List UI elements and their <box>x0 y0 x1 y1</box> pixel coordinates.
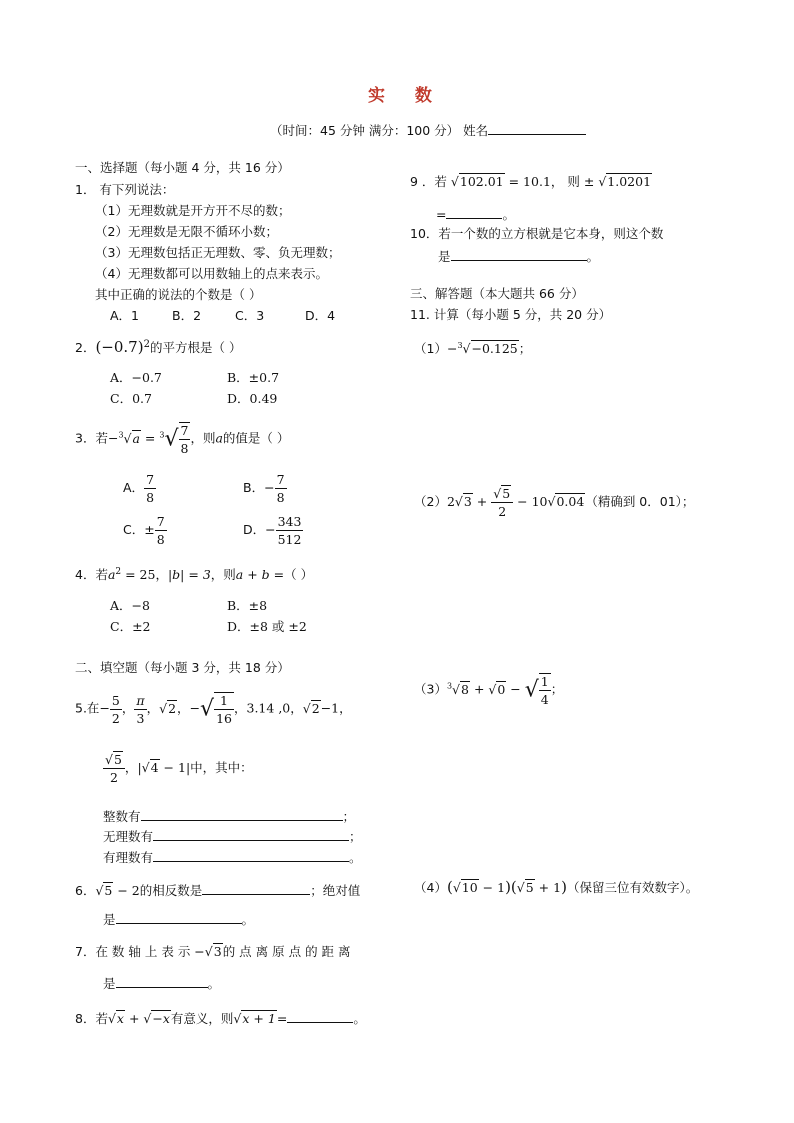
q3-b-top: 7 <box>276 472 285 487</box>
q3-root-index: 3 <box>118 430 124 440</box>
p2-minus: − 10 <box>513 494 548 509</box>
q4-number: 4．若 <box>75 567 108 583</box>
section3-heading: 三、解答题（本大题共 66 分） <box>410 286 584 301</box>
q3-option-c-frac <box>155 514 167 547</box>
q2-option-b: B．±0.7 <box>227 370 280 385</box>
p2-note: （精确到 0．01）； <box>585 494 695 509</box>
q3-option-c <box>123 514 167 547</box>
q3-c-top: 7 <box>156 514 165 529</box>
q4-option-a: A．−8 <box>110 598 150 613</box>
q6-minus2: − 2 <box>113 883 140 898</box>
q3-a-top: 7 <box>146 472 155 487</box>
p3-minus: − <box>506 681 525 697</box>
q8-rad3: x + 1 <box>242 1011 276 1026</box>
q5-abs-minus: − 1 <box>159 760 186 775</box>
q4-option-b: B．±8 <box>227 598 268 613</box>
p3-rad1: 8 <box>461 681 469 697</box>
q3-option-d-label: D．− <box>243 522 276 537</box>
q7-rad: 3 <box>213 944 222 959</box>
q3-option-a <box>123 472 156 505</box>
q7-blank[interactable] <box>116 975 208 988</box>
q8-rad2: −x <box>152 1011 170 1026</box>
q7-text1: 7．在 数 轴 上 表 示 − <box>75 944 205 959</box>
q6-line2 <box>103 911 254 927</box>
q3-stem: 3．若−$^3$√a = $^3$√ $\frac{7}{8}$ ，则a的值是（ ） <box>75 423 290 456</box>
p2-frac-rad: 5 <box>502 486 511 501</box>
q11-part3 <box>414 673 563 707</box>
q9-text2: 则 ± <box>567 174 595 189</box>
p3-frac <box>539 673 551 707</box>
q2-sup: 2 <box>143 339 150 350</box>
q1-ask: 其中正确的说法的个数是（ ） <box>95 287 262 302</box>
q4-stem <box>75 568 313 582</box>
q5-minus1: −1 <box>320 700 340 716</box>
p4-note: （保留三位有效数字）。 <box>566 880 699 895</box>
p4-plus1: + 1 <box>534 880 562 895</box>
p3-index: 3 <box>446 681 453 691</box>
q3-var: a <box>215 430 223 446</box>
q5-integers-blank[interactable] <box>141 808 343 821</box>
q2-option-d: D．0.49 <box>227 391 278 406</box>
q5-line1: 5.在− $\frac{5}{2}$ ， $\frac{\pi}{3}$ ，√2，−√ $\frac{1}{16}$ ，3.14 ,0，√2−1， <box>75 692 352 726</box>
q6-text3: 是 <box>103 912 116 927</box>
q9-eq: = 10.1， <box>504 174 564 189</box>
p3-plus: + <box>469 681 489 697</box>
q5-frac1-bottom: 2 <box>111 710 120 726</box>
q4-option-d: D．±8 或 ±2 <box>227 619 307 634</box>
q9-rad1: 102.01 <box>459 174 504 189</box>
q5-line2: $\frac{√5}{2}$ ，|√4 − 1|中，其中： <box>105 752 253 785</box>
q1-item: （2）无理数是无限不循环小数； <box>95 224 278 239</box>
p2-sqrt3: √3 <box>454 494 472 509</box>
q3-cbrt-a: √a <box>123 430 140 446</box>
q3-number: 3．若 <box>75 430 108 446</box>
q3-option-b-label: B．− <box>243 480 275 495</box>
q8-plus: + <box>124 1011 144 1026</box>
q6-end: 。 <box>241 912 255 927</box>
q5-end2: ； <box>349 829 362 844</box>
q10-text2: 是 <box>438 249 451 264</box>
q2-number: 2． <box>75 340 96 356</box>
q1-option-d: D．4 <box>305 308 336 323</box>
q5-frac-1-16 <box>214 692 234 726</box>
q3-minus: − <box>107 430 119 446</box>
p4-sqrt5: √5 <box>516 880 534 895</box>
q2-expr: (−0.7) <box>95 338 144 357</box>
q5-frac-sqrt5-2 <box>103 752 125 785</box>
q6-text2: ；绝对值 <box>310 883 361 898</box>
page-title: 实 数 <box>368 86 444 106</box>
q6-number: 6． <box>75 883 96 898</box>
q5-irrational-label: 无理数有 <box>103 829 154 844</box>
q3-d-bottom: 512 <box>277 532 302 547</box>
q4-ask: ，则 <box>210 567 236 583</box>
q8-line <box>75 1010 366 1026</box>
q5-prefix: 5.在 <box>75 700 100 716</box>
q4-option-c: C．±2 <box>110 619 151 634</box>
q1-item: （4）无理数都可以用数轴上的点来表示。 <box>95 266 328 281</box>
q11-part4: （4）(√10 − 1)(√5 + 1)（保留三位有效数字）。 <box>414 878 699 896</box>
q5-integers-label: 整数有 <box>103 809 141 824</box>
p4-rad1: 10 <box>461 880 478 895</box>
q3-d-top: 343 <box>277 514 302 529</box>
p2-frac-bottom: 2 <box>498 504 507 519</box>
q5-sqrt2b-rad: 2 <box>311 700 320 716</box>
q1-option-b: B．2 <box>172 308 202 323</box>
p3-end: ； <box>550 681 564 697</box>
q4-sup: 2 <box>115 567 122 577</box>
q4-sum: a + b = <box>235 567 285 583</box>
q9-rad2: 1.0201 <box>607 174 652 189</box>
q5-irrational-row <box>103 828 362 844</box>
q5-rational-label: 有理数有 <box>103 850 154 865</box>
q7-sqrt3: √3 <box>204 944 222 959</box>
p2-frac-top: √5 <box>491 486 513 503</box>
p4-rad2: 5 <box>525 880 534 895</box>
p3-frac-bottom: 4 <box>540 692 549 707</box>
q9-eq2: = <box>436 207 447 222</box>
p3-rad2: 0 <box>497 681 506 697</box>
q3-ask: ，则 <box>190 430 216 446</box>
q1-item: （3）无理数包括正无理数、零、负无理数； <box>95 245 341 260</box>
q3-fraction <box>179 422 191 456</box>
q3-ask2: 的值是（ ） <box>222 430 290 446</box>
q5-sqrt2-minus1: √2 <box>302 700 320 716</box>
q3-fraction-bottom: 8 <box>180 441 189 456</box>
q3-fraction-top: 7 <box>180 423 189 438</box>
q5-frac-pi-3 <box>134 693 146 726</box>
p3-frac-top: 1 <box>540 674 549 689</box>
q5-sqrt2-rad: 2 <box>168 700 177 716</box>
exam-info-text: （时间：45 分钟 满分：100 分） 姓名 <box>270 123 489 138</box>
q5-abs: |√4 − 1| <box>137 760 191 775</box>
q3-radical-sign: √ <box>164 426 179 452</box>
p2-label: （2） <box>414 494 447 509</box>
p1-cbrt: √−0.125 <box>462 341 518 357</box>
q3-option-d-frac <box>276 514 304 547</box>
section1-heading: 一、选择题（每小题 4 分，共 16 分） <box>75 160 290 175</box>
q4-eq: = 25， <box>121 567 168 583</box>
q7-text2: 的 点 离 原 点 的 距 离 <box>222 944 351 959</box>
p2-rad2: 0.04 <box>556 494 585 509</box>
q8-eq: = <box>276 1011 288 1026</box>
q3-radicand: a <box>132 430 140 446</box>
p4-sqrt10: √10 <box>452 880 478 895</box>
q6-rad: 5 <box>104 883 113 898</box>
q3-a-bottom: 8 <box>146 490 155 505</box>
q7-line1 <box>75 946 351 959</box>
q9-end: 。 <box>502 207 515 222</box>
q3-option-d <box>243 514 303 547</box>
q5-rational-row <box>103 849 362 865</box>
q8-text1: 有意义，则 <box>170 1011 234 1026</box>
q5-irrational-blank[interactable] <box>153 828 349 841</box>
q2-ask: 的平方根是（ ） <box>149 340 242 356</box>
q3-option-c-label: C．± <box>123 522 155 537</box>
q5-suffix: 中，其中： <box>190 760 253 775</box>
p1-end: ； <box>518 341 532 357</box>
q6-abs-blank[interactable] <box>116 911 242 924</box>
q8-end: 。 <box>353 1011 366 1026</box>
q9-line1 <box>410 176 652 189</box>
q8-sqrt-x: √x <box>107 1011 124 1026</box>
q6-text1: 的相反数是 <box>139 883 203 898</box>
q5-end1: ； <box>342 809 356 824</box>
q5-rational-blank[interactable] <box>153 849 349 862</box>
p2-coef: 2 <box>446 494 455 509</box>
q1-option-a: A．1 <box>110 308 140 323</box>
q9-line2 <box>436 206 515 222</box>
q4-abs: |b| = 3 <box>167 567 211 583</box>
p3-label: （3） <box>414 681 447 697</box>
section2-heading: 二、填空题（每小题 3 分，共 18 分） <box>75 660 290 675</box>
q4-paren: （ ） <box>284 567 314 583</box>
q9-blank[interactable] <box>446 206 502 219</box>
p3-cbrt8: √8 <box>452 681 469 697</box>
p1-label: （1） <box>414 341 447 357</box>
q10-line2 <box>438 248 599 264</box>
q9-text1: 9 ．若 <box>410 174 447 189</box>
q5-frac2-bottom: 3 <box>136 710 145 726</box>
q7-line2 <box>103 975 220 991</box>
exam-info <box>270 122 586 138</box>
q5-integers-row <box>103 808 355 824</box>
p1-rad: −0.125 <box>471 341 518 357</box>
q1-item: （1）无理数就是开方开不尽的数； <box>95 203 291 218</box>
q5-frac-5-2 <box>110 693 122 726</box>
q9-sqrt1: √102.01 <box>450 174 504 189</box>
p2-frac <box>491 486 513 519</box>
q5-abs-rad: 4 <box>150 760 159 775</box>
q3-option-b <box>243 472 287 505</box>
q5-frac3-top: 1 <box>214 693 234 710</box>
q10-blank[interactable] <box>451 248 587 261</box>
q5-radical: √ <box>200 696 215 722</box>
q11-heading: 11. 计算（每小题 5 分，共 20 分） <box>410 307 612 322</box>
q5-314: 3.14 <box>246 700 275 716</box>
q3-option-a-label: A． <box>123 480 145 495</box>
q8-rad1: x <box>116 1011 124 1026</box>
q2-option-a: A．−0.7 <box>110 370 162 385</box>
q7-text3: 是 <box>103 976 116 991</box>
q9-sqrt2: √1.0201 <box>598 174 652 189</box>
q6-line1 <box>75 882 360 898</box>
q2-option-c: C．0.7 <box>110 391 152 406</box>
q5-frac4-top: √5 <box>103 752 125 769</box>
q10-line1: 10．若一个数的立方根就是它本身，则这个数 <box>410 226 664 241</box>
q8-number: 8．若 <box>75 1011 108 1026</box>
p1-index: 3 <box>457 341 463 350</box>
q5-zero: 0 <box>282 700 291 716</box>
q10-end: 。 <box>586 249 600 264</box>
q5-end3: 。 <box>349 850 362 865</box>
q11-part2 <box>414 486 694 519</box>
q3-root-index-2: 3 <box>159 430 165 440</box>
p2-plus: + <box>472 494 492 509</box>
p3-radical: √ <box>524 677 539 703</box>
p4-minus1: − 1 <box>478 880 506 895</box>
p2-rad1: 3 <box>463 494 472 509</box>
p2-sqrt004: √0.04 <box>547 494 585 509</box>
q1-option-c: C．3 <box>235 308 265 323</box>
q5-sqrt2: √2 <box>159 700 177 716</box>
q6-opposite-blank[interactable] <box>202 882 310 895</box>
q6-sqrt5: √5 <box>95 883 113 898</box>
q5-frac1-top: 5 <box>111 692 120 708</box>
q3-option-a-frac <box>144 472 156 505</box>
p4-label: （4） <box>414 880 447 895</box>
q5-frac2-top: π <box>136 692 145 708</box>
q3-b-bottom: 8 <box>276 490 285 505</box>
q5-sqrt5-rad: 5 <box>113 752 122 767</box>
q8-blank[interactable] <box>287 1010 353 1023</box>
q8-sqrt-negx: √−x <box>143 1011 170 1026</box>
q3-c-bottom: 8 <box>156 532 165 547</box>
q4-a: a <box>107 567 116 583</box>
q5-neg: − <box>99 700 110 716</box>
name-blank[interactable] <box>488 122 586 135</box>
q8-sqrt-x1: √x + 1 <box>233 1011 276 1026</box>
q7-end: 。 <box>207 976 221 991</box>
q5-frac3-bottom: 16 <box>216 711 232 726</box>
q2-stem <box>75 340 241 355</box>
q1-stem: 1． 有下列说法： <box>75 182 175 197</box>
q11-part1 <box>414 342 531 356</box>
p1-minus: − <box>446 341 458 357</box>
q3-option-b-frac <box>275 472 287 505</box>
q5-frac4-bottom: 2 <box>109 770 118 785</box>
p3-sqrt0: √0 <box>488 681 506 697</box>
